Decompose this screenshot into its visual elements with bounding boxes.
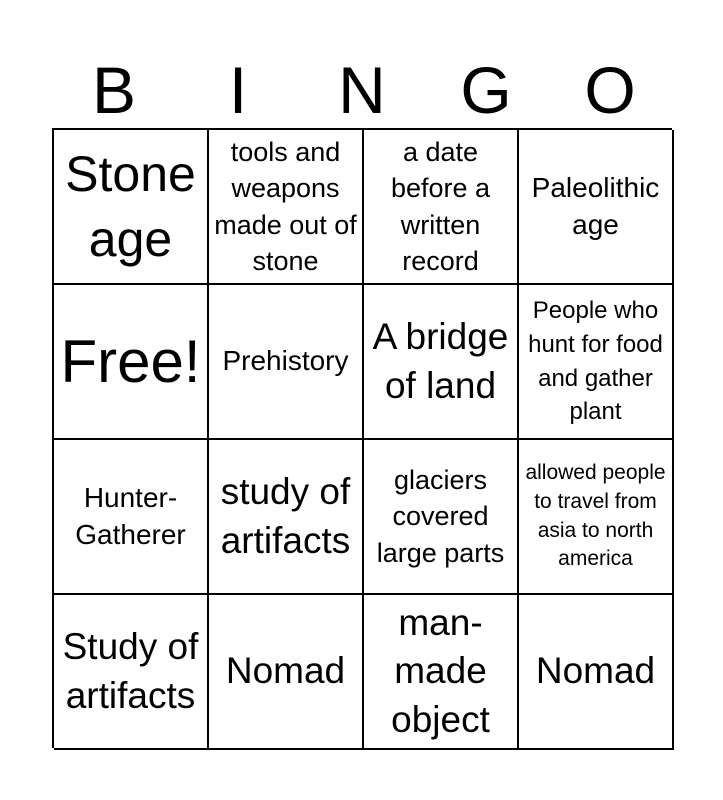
cell-text: Paleolithic age [531, 172, 660, 240]
bingo-cell[interactable] [364, 130, 519, 285]
bingo-cell[interactable] [364, 440, 519, 595]
bingo-cell[interactable] [209, 285, 364, 440]
cell-text: Study of artifacts [62, 626, 199, 716]
bingo-cell[interactable] [209, 130, 364, 285]
bingo-cell[interactable] [54, 130, 209, 285]
cell-text: allowed people to travel from asia to north america [525, 460, 666, 571]
bingo-cell[interactable] [364, 595, 519, 750]
cell-text: study of artifacts [220, 471, 351, 561]
free-space-label: Free! [60, 327, 201, 395]
cell-text: Hunter-Gatherer [75, 482, 186, 550]
cell-text: glaciers covered large parts [376, 464, 505, 568]
cell-text: A bridge of land [372, 316, 509, 406]
bingo-cell[interactable] [54, 595, 209, 750]
cell-text: Nomad [535, 650, 656, 692]
cell-text: People who hunt for food and gather plant [528, 297, 663, 426]
header-letter-i: I [228, 53, 248, 127]
header-letter-g: G [460, 53, 512, 127]
free-space-cell[interactable] [54, 285, 209, 440]
bingo-cell[interactable] [209, 595, 364, 750]
cell-text: Stone age [65, 145, 196, 267]
bingo-board [52, 128, 672, 748]
bingo-cell[interactable] [519, 440, 674, 595]
cell-text: Nomad [225, 650, 346, 692]
header-letter-n: N [338, 53, 386, 127]
cell-text: tools and weapons made out of stone [214, 136, 357, 276]
bingo-cell[interactable] [209, 440, 364, 595]
bingo-cell[interactable] [519, 130, 674, 285]
cell-text: Prehistory [222, 345, 349, 377]
bingo-cell[interactable] [519, 595, 674, 750]
cell-text: man-made object [391, 602, 490, 740]
header-letter-o: O [584, 53, 636, 127]
cell-text: a date before a written record [390, 136, 491, 276]
bingo-cell[interactable] [364, 285, 519, 440]
bingo-cell[interactable] [54, 440, 209, 595]
header-letter-b: B [91, 53, 137, 127]
bingo-header [52, 52, 672, 128]
bingo-cell[interactable] [519, 285, 674, 440]
